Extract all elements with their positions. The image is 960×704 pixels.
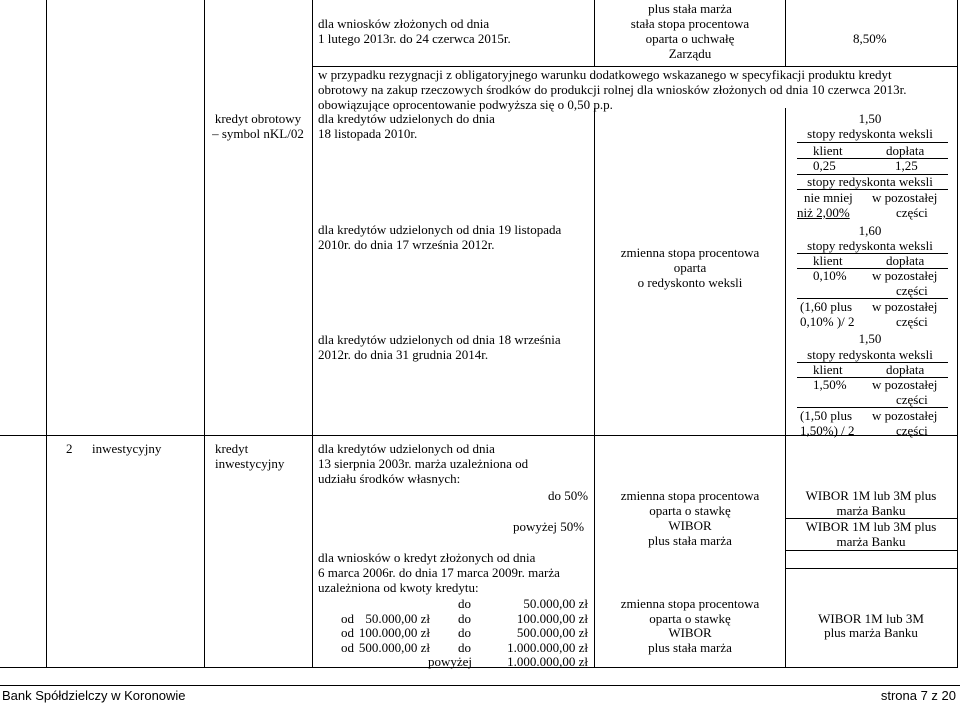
a-surcharge: dopłata — [886, 143, 925, 158]
amount-c4: 1.000.000,00 zł — [507, 654, 588, 669]
rate1-line2: oparta o stawkę — [649, 503, 731, 518]
c-other2-2: części — [896, 423, 928, 438]
amount-c3: do — [458, 640, 471, 655]
b-surcharge: dopłata — [886, 253, 925, 268]
footer-page: strona 7 z 20 — [880, 688, 956, 703]
b-value: 1,60 — [858, 223, 882, 238]
amount-c3: powyżej — [428, 654, 473, 669]
a-v2: 1,25 — [895, 158, 918, 173]
rate1-line3: WIBOR — [668, 518, 712, 533]
amount-c2: 50.000,00 zł — [365, 611, 430, 626]
a-base2: stopy redyskonta weksli — [807, 174, 933, 189]
footer-rule — [0, 685, 960, 686]
amount-c1: od — [341, 640, 354, 655]
wibor-b-1: WIBOR 1M lub 3M plus — [805, 519, 937, 534]
amount-c4: 100.000,00 zł — [516, 611, 588, 626]
c-v1: 1,50% — [813, 377, 847, 392]
rate-type-line1: zmienna stopa procentowa — [620, 245, 760, 260]
section-a-line1: dla kredytów udzielonych do dnia — [318, 111, 495, 126]
c-other2-1: w pozostałej — [872, 408, 938, 423]
rate1-line1: zmienna stopa procentowa — [620, 488, 760, 503]
wibor-b-2: marża Banku — [836, 534, 906, 549]
a-not-less-2: niż 2,00% — [797, 205, 850, 220]
wibor-c-2: plus marża Banku — [824, 625, 918, 640]
a-other-1: w pozostałej — [872, 190, 938, 205]
section-e-line2: 6 marca 2006r. do dnia 17 marca 2009r. marża — [318, 565, 560, 580]
b-other-1: w pozostałej — [872, 268, 938, 283]
b-client: klient — [813, 253, 843, 268]
c-value: 1,50 — [858, 331, 882, 346]
section-b-line1: dla kredytów udzielonych od dnia 19 listopada — [318, 222, 562, 237]
rate-type-line2: oparta — [673, 260, 707, 275]
top-left-line2: 1 lutego 2013r. do 24 czerwca 2015r. — [318, 31, 511, 46]
b-other-2: części — [896, 283, 928, 298]
share-above: powyżej 50% — [513, 519, 585, 534]
row2-type-line1: kredyt — [215, 441, 249, 456]
row2-type-line2: inwestycyjny — [215, 456, 285, 471]
note-line2: obrotowy na zakup rzeczowych środków do produkcji rolnej dla wniosków złożonych od dnia 10 czerwca 2013r. — [318, 82, 907, 97]
amount-c3: do — [458, 611, 471, 626]
amount-c2: 100.000,00 zł — [358, 625, 430, 640]
rate2-line4: plus stała marża — [648, 640, 732, 655]
amount-c4: 50.000,00 zł — [523, 596, 588, 611]
rate2-line3: WIBOR — [668, 625, 712, 640]
rate2-line2: oparta o stawkę — [649, 611, 731, 626]
amount-c4: 1.000.000,00 zł — [507, 640, 588, 655]
top-left-line1: dla wniosków złożonych od dnia — [318, 16, 490, 31]
section-a-line2: 18 listopada 2010r. — [318, 126, 418, 141]
top-mid-line2: oparta o uchwałę — [645, 31, 735, 46]
c-formula-2: 1,50%) / 2 — [800, 423, 855, 438]
c-surcharge: dopłata — [886, 362, 925, 377]
section-d-line2: 13 sierpnia 2003r. marża uzależniona od — [318, 456, 529, 471]
b-other2-2: części — [896, 314, 928, 329]
wibor-a-2: marża Banku — [836, 503, 906, 518]
top-mid-line1: stała stopa procentowa — [630, 16, 750, 31]
footer-bank: Bank Spółdzielczy w Koronowie — [2, 688, 186, 703]
c-base: stopy redyskonta weksli — [807, 347, 933, 362]
rate1-line4: plus stała marża — [648, 533, 732, 548]
section-b-line2: 2010r. do dnia 17 września 2012r. — [318, 237, 495, 252]
top-mid-line3: Zarządu — [668, 46, 712, 61]
amount-c2: 500.000,00 zł — [358, 640, 430, 655]
row1-type-line1: kredyt obrotowy — [214, 111, 302, 126]
rate-type-line3: o redyskonto weksli — [637, 275, 743, 290]
section-e-line3: uzależniona od kwoty kredytu: — [318, 580, 479, 595]
a-other-2: części — [896, 205, 928, 220]
section-e-line1: dla wniosków o kredyt złożonych od dnia — [318, 550, 536, 565]
rate2-line1: zmienna stopa procentowa — [620, 596, 760, 611]
c-formula-1: (1,50 plus — [800, 408, 852, 423]
amount-c3: do — [458, 625, 471, 640]
section-c-line1: dla kredytów udzielonych od dnia 18 września — [318, 332, 561, 347]
a-not-less-1: nie mniej — [804, 190, 853, 205]
top-right-value: 8,50% — [853, 31, 887, 46]
b-formula-1: (1,60 plus — [800, 299, 852, 314]
a-value: 1,50 — [858, 111, 882, 126]
a-v1: 0,25 — [813, 158, 836, 173]
section-d-line1: dla kredytów udzielonych od dnia — [318, 441, 495, 456]
wibor-a-1: WIBOR 1M lub 3M plus — [805, 488, 937, 503]
row2-number: 2 — [66, 441, 73, 456]
section-d-line3: udziału środków własnych: — [318, 471, 461, 486]
amount-c1: od — [341, 611, 354, 626]
c-client: klient — [813, 362, 843, 377]
note-line1: w przypadku rezygnacji z obligatoryjnego warunku dodatkowego wskazanego w specyfikacji produktu kredyt — [318, 67, 892, 82]
a-client: klient — [813, 143, 843, 158]
b-v1: 0,10% — [813, 268, 847, 283]
b-base: stopy redyskonta weksli — [807, 238, 933, 253]
amount-c4: 500.000,00 zł — [516, 625, 588, 640]
share-upto: do 50% — [548, 488, 589, 503]
wibor-c-1: WIBOR 1M lub 3M — [818, 611, 924, 626]
row1-type-line2: – symbol nKL/02 — [212, 126, 304, 141]
amount-c3: do — [458, 596, 471, 611]
b-other2-1: w pozostałej — [872, 299, 938, 314]
c-other-1: w pozostałej — [872, 377, 938, 392]
note-line3: obowiązujące oprocentowanie podwyższa się o 0,50 p.p. — [318, 97, 613, 112]
row2-group: inwestycyjny — [92, 441, 162, 456]
amount-c1: od — [341, 625, 354, 640]
b-formula-2: 0,10% )/ 2 — [800, 314, 855, 329]
a-base: stopy redyskonta weksli — [807, 126, 933, 141]
section-c-line2: 2012r. do dnia 31 grudnia 2014r. — [318, 347, 489, 362]
top-mid-line0: plus stała marża — [648, 1, 732, 16]
c-other-2: części — [896, 392, 928, 407]
